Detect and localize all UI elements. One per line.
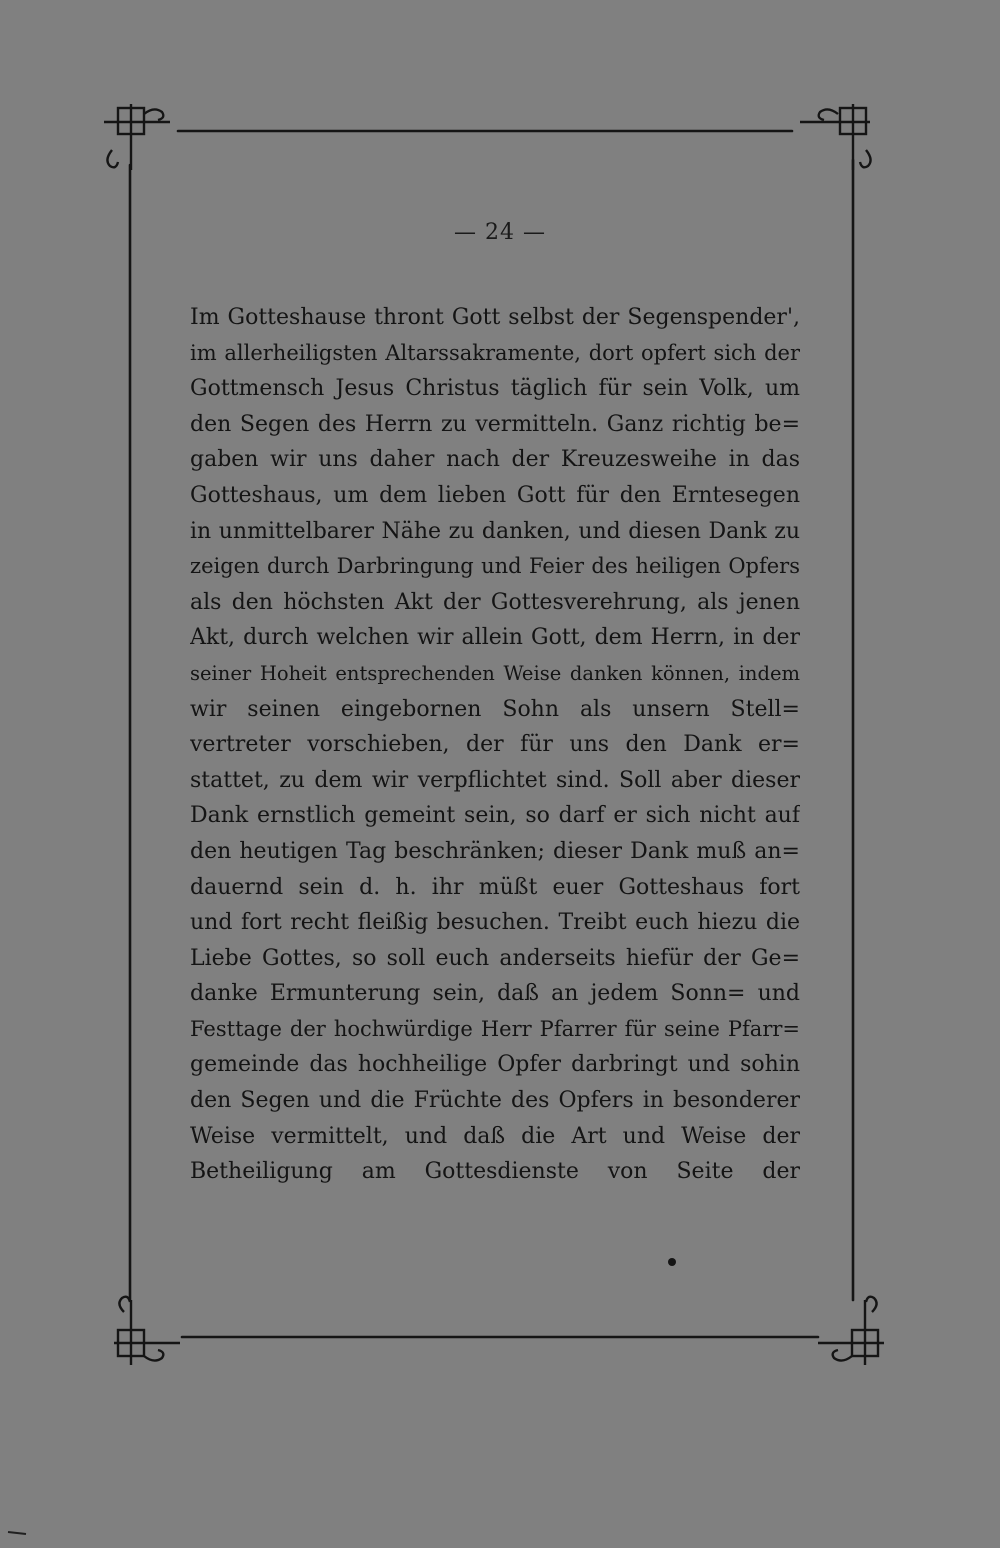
- text-line: Im Gotteshause thront Gott selbst der Segenspender',: [190, 305, 800, 330]
- text-line: Betheiligung am Gottesdienste von Seite der: [190, 1159, 800, 1185]
- text-line: und fort recht fleißig besuchen. Treibt euch hiezu die: [190, 910, 800, 936]
- text-line: als den höchsten Akt der Gottesverehrung, als jenen: [190, 589, 800, 615]
- text-line: in unmittelbarer Nähe zu danken, und diesen Dank zu: [190, 518, 800, 544]
- corner-ornament-top-left-icon: [104, 104, 170, 170]
- text-line: den heutigen Tag beschränken; dieser Dank muß an=: [190, 838, 800, 864]
- text-line: stattet, zu dem wir verpflichtet sind. Soll aber dieser: [190, 767, 800, 793]
- body-text: [190, 300, 800, 1190]
- text-line: Liebe Gottes, so soll euch anderseits hiefür der Ge=: [190, 945, 800, 971]
- corner-ornament-bottom-left-icon: [114, 1297, 180, 1365]
- text-line: Gottmensch Jesus Christus täglich für sein Volk, um: [190, 376, 800, 402]
- text-line: dauernd sein d. h. ihr müßt euer Gotteshaus fort: [190, 874, 800, 900]
- text-line: Festtage der hochwürdige Herr Pfarrer für seine Pfarr=: [190, 1016, 800, 1041]
- text-line: gaben wir uns daher nach der Kreuzesweihe in das: [190, 447, 800, 473]
- text-line: seiner Hoheit entsprechenden Weise danken können, indem: [190, 661, 800, 685]
- text-line: Akt, durch welchen wir allein Gott, dem Herrn, in der: [190, 625, 800, 651]
- text-line: Gotteshaus, um dem lieben Gott für den Erntesegen: [190, 482, 800, 508]
- text-line: gemeinde das hochheilige Opfer darbringt und sohin: [190, 1052, 800, 1078]
- text-line: im allerheiligsten Altarssakramente, dort opfert sich der: [190, 340, 800, 365]
- text-line: den Segen und die Früchte des Opfers in besonderer: [190, 1088, 800, 1114]
- text-line: wir seinen eingebornen Sohn als unsern Stell=: [190, 696, 800, 722]
- text-line: vertreter vorschieben, der für uns den Dank er=: [190, 732, 800, 758]
- ink-spot: [668, 1258, 676, 1266]
- text-line: Weise vermittelt, und daß die Art und Weise der: [190, 1123, 800, 1149]
- text-line: Dank ernstlich gemeint sein, so darf er sich nicht auf: [190, 803, 800, 829]
- corner-ornament-bottom-right-icon: [818, 1297, 884, 1365]
- text-line: zeigen durch Darbringung und Feier des heiligen Opfers: [190, 554, 800, 579]
- stray-mark: [8, 1532, 26, 1534]
- corner-ornament-top-right-icon: [800, 104, 871, 170]
- text-line: den Segen des Herrn zu vermitteln. Ganz richtig be=: [190, 411, 800, 437]
- page-number: — 24 —: [454, 220, 546, 245]
- text-line: danke Ermunterung sein, daß an jedem Sonn= und: [190, 981, 800, 1007]
